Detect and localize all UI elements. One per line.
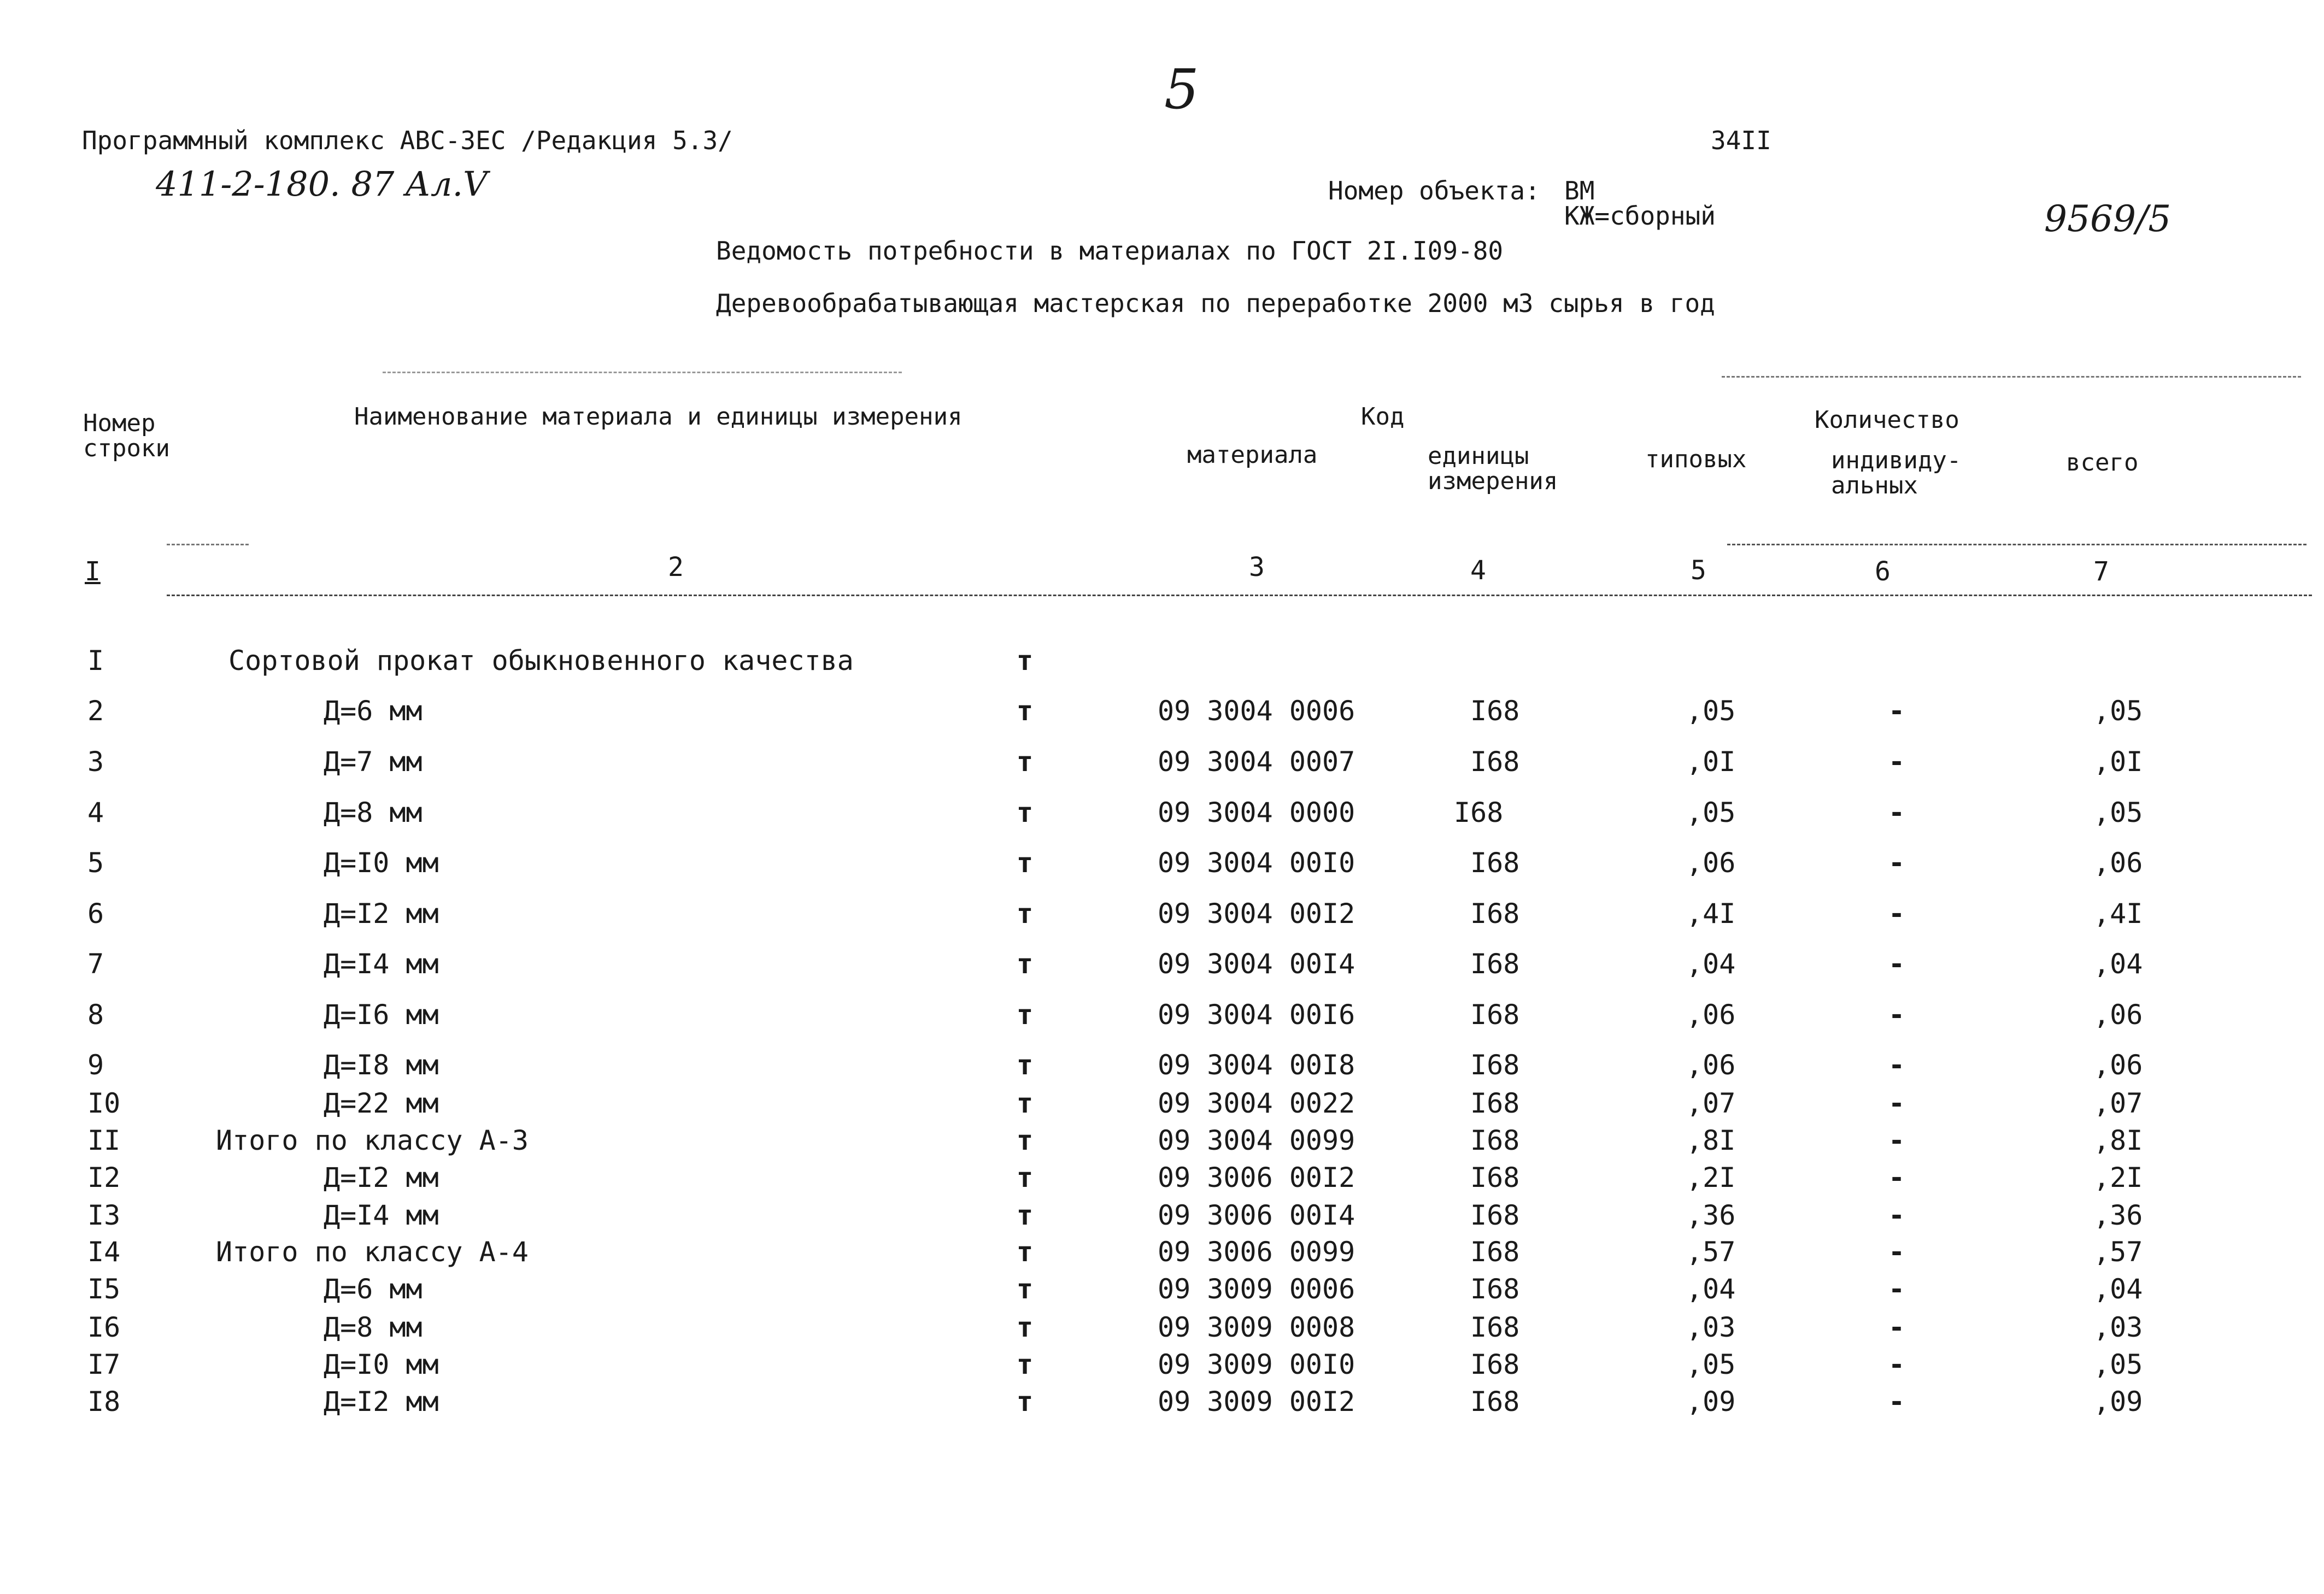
column-number-7: 7 (2093, 556, 2109, 587)
qty-total: ,07 (2093, 1087, 2143, 1119)
page-number: 5 (1164, 57, 1199, 121)
material-code: 09 3004 00I8 (1158, 1049, 1355, 1081)
column-number-2: 2 (668, 552, 684, 583)
header-row-no-2: строки (83, 434, 170, 462)
material-name: Сортовой прокат обыкновенного качества (228, 645, 854, 677)
table-row (0, 797, 2324, 834)
object-value-1: ВМ (1564, 176, 1595, 205)
material-code: 09 3004 0006 (1158, 695, 1355, 727)
material-code: 09 3006 00I2 (1158, 1162, 1355, 1193)
unit-code: I68 (1470, 1199, 1520, 1231)
row-number: I3 (87, 1199, 121, 1231)
qty-individual: - (1888, 797, 1905, 828)
row-number: 2 (87, 695, 104, 727)
column-number-4: 4 (1470, 555, 1486, 586)
material-name: Д=I0 мм (324, 1349, 439, 1380)
unit: т (1017, 1087, 1034, 1119)
unit-code: I68 (1470, 1386, 1520, 1417)
column-number-6: 6 (1875, 556, 1891, 587)
qty-typical: ,05 (1686, 695, 1736, 727)
unit: т (1017, 1162, 1034, 1193)
qty-total: ,2I (2093, 1162, 2143, 1193)
table-row (0, 1162, 2324, 1199)
qty-individual: - (1888, 1273, 1905, 1305)
row-number: I7 (87, 1349, 121, 1380)
material-code: 09 3004 0099 (1158, 1125, 1355, 1156)
table-row (0, 1273, 2324, 1310)
table-row (0, 695, 2324, 732)
row-number: 3 (87, 746, 104, 778)
qty-typical: ,4I (1686, 898, 1736, 930)
row-number: I0 (87, 1087, 121, 1119)
material-name: Итого по классу А-3 (216, 1125, 529, 1156)
material-name: Д=6 мм (324, 695, 422, 727)
material-name: Д=I0 мм (324, 847, 439, 879)
table-row (0, 898, 2324, 935)
unit: т (1017, 999, 1034, 1031)
material-code: 09 3006 0099 (1158, 1236, 1355, 1268)
table-row (0, 1087, 2324, 1125)
qty-individual: - (1888, 695, 1905, 727)
qty-typical: ,8I (1686, 1125, 1736, 1156)
material-name: Д=I2 мм (324, 898, 439, 930)
qty-typical: ,03 (1686, 1311, 1736, 1343)
row-number: I2 (87, 1162, 121, 1193)
unit-code: I68 (1470, 1273, 1520, 1305)
unit: т (1017, 1349, 1034, 1380)
qty-typical: ,06 (1686, 999, 1736, 1031)
qty-total: ,57 (2093, 1236, 2143, 1268)
qty-typical: ,0I (1686, 746, 1736, 778)
unit-code: I68 (1470, 1311, 1520, 1343)
archive-number: 9569/5 (2044, 198, 2172, 240)
qty-individual: - (1888, 1311, 1905, 1343)
qty-typical: ,57 (1686, 1236, 1736, 1268)
unit: т (1017, 645, 1034, 677)
qty-individual: - (1888, 746, 1905, 778)
header-code: Код (1361, 403, 1405, 431)
unit: т (1017, 1049, 1034, 1081)
object-value-2: КЖ=сборный (1564, 201, 1716, 231)
row-number: II (87, 1125, 121, 1156)
qty-total: ,05 (2093, 797, 2143, 828)
material-name: Д=I4 мм (324, 948, 439, 980)
qty-total: ,36 (2093, 1199, 2143, 1231)
material-code: 09 3004 0022 (1158, 1087, 1355, 1119)
qty-total: ,8I (2093, 1125, 2143, 1156)
document-subtitle: Деревообрабатывающая мастерская по переработке 2000 м3 сырья в год (716, 289, 1715, 318)
unit: т (1017, 948, 1034, 980)
material-name: Д=7 мм (324, 746, 422, 778)
project-code: 411-2-180. 87 Ал.V (156, 164, 488, 204)
table-row (0, 999, 2324, 1036)
header-name: Наименование материала и единицы измерения (354, 403, 963, 431)
material-code: 09 3009 00I0 (1158, 1349, 1355, 1380)
table-row (0, 847, 2324, 884)
object-label: Номер объекта: (1328, 176, 1540, 205)
table-row (0, 1386, 2324, 1423)
material-name: Д=8 мм (324, 797, 422, 828)
column-number-3: 3 (1249, 552, 1265, 583)
material-code: 09 3004 0000 (1158, 797, 1355, 828)
qty-total: ,04 (2093, 1273, 2143, 1305)
qty-individual: - (1888, 1087, 1905, 1119)
header-qty-total: всего (2066, 449, 2139, 477)
unit: т (1017, 1273, 1034, 1305)
row-number: I6 (87, 1311, 121, 1343)
header-row-no-1: Номер (83, 409, 156, 437)
qty-individual: - (1888, 999, 1905, 1031)
unit-code: I68 (1454, 797, 1504, 828)
row-number: 4 (87, 797, 104, 828)
row-number: I4 (87, 1236, 121, 1268)
qty-individual: - (1888, 1349, 1905, 1380)
unit-code: I68 (1470, 1349, 1520, 1380)
header-qty: Количество (1815, 406, 1959, 434)
table-row (0, 1049, 2324, 1086)
qty-individual: - (1888, 898, 1905, 930)
table-row (0, 1349, 2324, 1386)
material-name: Д=I2 мм (324, 1162, 439, 1193)
qty-typical: ,04 (1686, 948, 1736, 980)
header-mid-rule-right (1727, 544, 2307, 545)
qty-typical: ,05 (1686, 1349, 1736, 1380)
row-number: 6 (87, 898, 104, 930)
qty-typical: ,09 (1686, 1386, 1736, 1417)
material-code: 09 3004 00I6 (1158, 999, 1355, 1031)
unit: т (1017, 1125, 1034, 1156)
unit: т (1017, 1386, 1034, 1417)
qty-individual: - (1888, 847, 1905, 879)
table-row (0, 645, 2324, 682)
qty-typical: ,07 (1686, 1087, 1736, 1119)
qty-total: ,06 (2093, 1049, 2143, 1081)
qty-typical: ,04 (1686, 1273, 1736, 1305)
qty-typical: ,06 (1686, 847, 1736, 879)
material-code: 09 3004 00I4 (1158, 948, 1355, 980)
unit-code: I68 (1470, 695, 1520, 727)
document-title: Ведомость потребности в материалах по ГОСТ 2I.I09-80 (716, 236, 1504, 266)
row-number: I5 (87, 1273, 121, 1305)
material-name: Д=I2 мм (324, 1386, 439, 1417)
material-code: 09 3009 0006 (1158, 1273, 1355, 1305)
header-qty-individual-1: индивиду- (1831, 446, 1962, 474)
unit: т (1017, 1199, 1034, 1231)
table-row (0, 1236, 2324, 1273)
material-name: Д=6 мм (324, 1273, 422, 1305)
qty-total: ,03 (2093, 1311, 2143, 1343)
sheet-code: 34II (1711, 126, 1771, 155)
row-number: 9 (87, 1049, 104, 1081)
table-row (0, 746, 2324, 783)
material-code: 09 3004 0007 (1158, 746, 1355, 778)
unit: т (1017, 1236, 1034, 1268)
table-row (0, 1311, 2324, 1349)
material-name: Д=8 мм (324, 1311, 422, 1343)
qty-total: ,06 (2093, 847, 2143, 879)
header-top-rule-left (383, 372, 902, 373)
qty-individual: - (1888, 1049, 1905, 1081)
header-code-unit-1: единицы (1428, 442, 1529, 470)
unit-code: I68 (1470, 1049, 1520, 1081)
qty-total: ,09 (2093, 1386, 2143, 1417)
unit: т (1017, 1311, 1034, 1343)
qty-individual: - (1888, 948, 1905, 980)
qty-individual: - (1888, 1125, 1905, 1156)
unit-code: I68 (1470, 1236, 1520, 1268)
unit: т (1017, 847, 1034, 879)
material-name: Д=I4 мм (324, 1199, 439, 1231)
qty-total: ,05 (2093, 695, 2143, 727)
row-number: 8 (87, 999, 104, 1031)
unit-code: I68 (1470, 898, 1520, 930)
qty-typical: ,06 (1686, 1049, 1736, 1081)
column-number-5: 5 (1691, 555, 1706, 586)
material-name: Итого по классу А-4 (216, 1236, 529, 1268)
qty-typical: ,05 (1686, 797, 1736, 828)
material-code: 09 3004 00I0 (1158, 847, 1355, 879)
qty-individual: - (1888, 1386, 1905, 1417)
qty-total: ,4I (2093, 898, 2143, 930)
row-number: 5 (87, 847, 104, 879)
unit: т (1017, 797, 1034, 828)
unit-code: I68 (1470, 1162, 1520, 1193)
header-code-unit-2: измерения (1428, 467, 1558, 495)
program-line: Программный комплекс АВС-3ЕС /Редакция 5.3/ (82, 126, 733, 155)
material-code: 09 3004 00I2 (1158, 898, 1355, 930)
qty-individual: - (1888, 1199, 1905, 1231)
header-qty-individual-2: альных (1831, 472, 1918, 499)
table-row (0, 948, 2324, 985)
column-number-1: I (85, 556, 101, 587)
unit-code: I68 (1470, 999, 1520, 1031)
unit-code: I68 (1470, 1087, 1520, 1119)
qty-total: ,06 (2093, 999, 2143, 1031)
qty-typical: ,2I (1686, 1162, 1736, 1193)
row-number: 7 (87, 948, 104, 980)
unit: т (1017, 898, 1034, 930)
header-code-material: материала (1187, 441, 1318, 469)
qty-individual: - (1888, 1162, 1905, 1193)
table-row (0, 1125, 2324, 1162)
material-code: 09 3009 00I2 (1158, 1386, 1355, 1417)
material-name: Д=I8 мм (324, 1049, 439, 1081)
unit-code: I68 (1470, 847, 1520, 879)
unit: т (1017, 695, 1034, 727)
qty-total: ,05 (2093, 1349, 2143, 1380)
column-numbers-rule (167, 595, 2312, 596)
unit-code: I68 (1470, 746, 1520, 778)
qty-individual: - (1888, 1236, 1905, 1268)
header-qty-typical: типовых (1645, 445, 1747, 473)
material-name: Д=22 мм (324, 1087, 439, 1119)
row-number: I (87, 645, 104, 677)
unit: т (1017, 746, 1034, 778)
table-row (0, 1199, 2324, 1237)
qty-total: ,0I (2093, 746, 2143, 778)
material-name: Д=I6 мм (324, 999, 439, 1031)
qty-total: ,04 (2093, 948, 2143, 980)
material-code: 09 3009 0008 (1158, 1311, 1355, 1343)
qty-typical: ,36 (1686, 1199, 1736, 1231)
unit-code: I68 (1470, 1125, 1520, 1156)
header-top-rule-right (1722, 376, 2301, 378)
row-number: I8 (87, 1386, 121, 1417)
material-code: 09 3006 00I4 (1158, 1199, 1355, 1231)
unit-code: I68 (1470, 948, 1520, 980)
header-mid-rule-left (167, 544, 249, 545)
